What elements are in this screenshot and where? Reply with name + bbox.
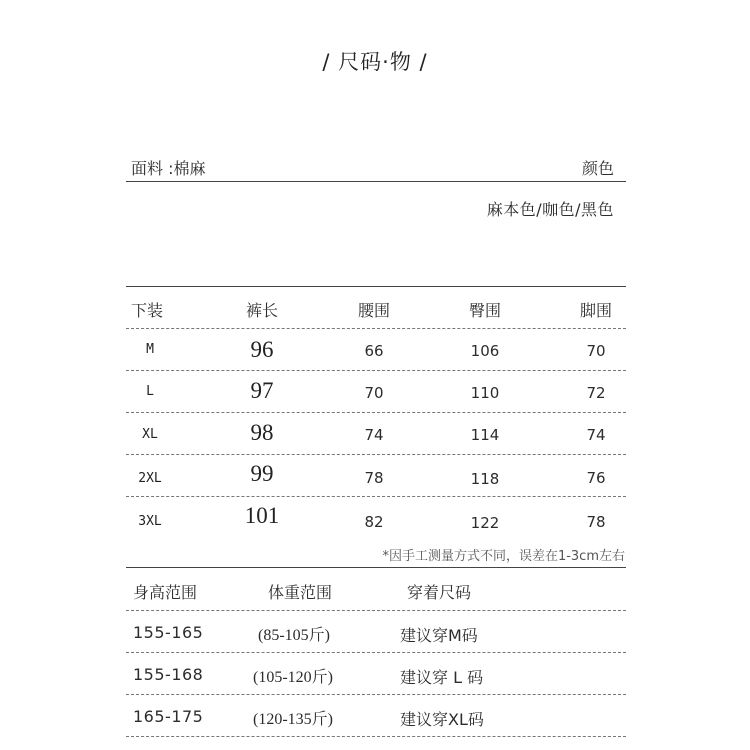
header-hem: 脚围 [579,301,612,320]
recommend-cell: 建议穿 L 码 [400,668,484,687]
weight-cell: (85-105斤) [258,627,330,644]
hip-cell: 114 [470,426,500,444]
row-divider [126,496,626,497]
size-cell: L [146,384,154,399]
row-divider [126,454,626,455]
measurement-note: *因手工测量方式不同，误差在1-3cm左右 [382,549,625,564]
hem-cell: 78 [586,513,606,531]
recommend-cell: 建议穿XL码 [400,710,484,729]
hem-cell: 72 [586,384,606,402]
header-weight-range: 体重范围 [268,583,333,602]
header-recommended-size: 穿着尺码 [407,583,472,602]
header-height-range: 身高范围 [133,583,198,602]
length-cell: 101 [244,503,280,528]
weight-cell: (120-135斤) [253,711,333,728]
waist-cell: 74 [364,426,384,444]
row-divider [126,412,626,413]
divider [126,567,626,568]
row-divider [126,694,626,695]
size-cell: 2XL [138,471,162,486]
hip-cell: 122 [470,514,500,532]
row-divider [126,652,626,653]
waist-cell: 70 [364,384,384,402]
height-cell: 155-165 [133,623,204,642]
hem-cell: 74 [586,426,606,444]
length-cell: 97 [250,378,274,403]
waist-cell: 82 [364,513,384,531]
height-cell: 165-175 [133,707,204,726]
length-cell: 98 [250,420,274,445]
size-cell: M [146,342,154,357]
length-cell: 96 [250,337,274,362]
row-divider [126,610,626,611]
page-title: / 尺码·物 / [322,50,428,74]
color-values: 麻本色/咖色/黑色 [486,200,614,219]
header-bottoms: 下装 [131,301,164,320]
recommend-cell: 建议穿M码 [400,626,478,645]
color-label: 颜色 [581,159,614,178]
hip-cell: 118 [470,470,500,488]
header-length: 裤长 [245,301,278,320]
hem-cell: 70 [586,342,606,360]
waist-cell: 66 [364,342,384,360]
divider [126,181,626,182]
row-divider [126,370,626,371]
height-cell: 155-168 [133,665,204,684]
fabric-label: 面料 :棉麻 [131,159,206,178]
hem-cell: 76 [586,469,606,487]
length-cell: 99 [250,461,274,486]
size-cell: 3XL [138,514,162,529]
waist-cell: 78 [364,469,384,487]
header-waist: 腰围 [357,301,390,320]
size-cell: XL [142,427,158,442]
header-hip: 臀围 [468,301,501,320]
divider [126,286,626,287]
hip-cell: 106 [470,342,500,360]
weight-cell: (105-120斤) [253,669,333,686]
row-divider [126,328,626,329]
row-divider [126,736,626,737]
hip-cell: 110 [470,384,500,402]
